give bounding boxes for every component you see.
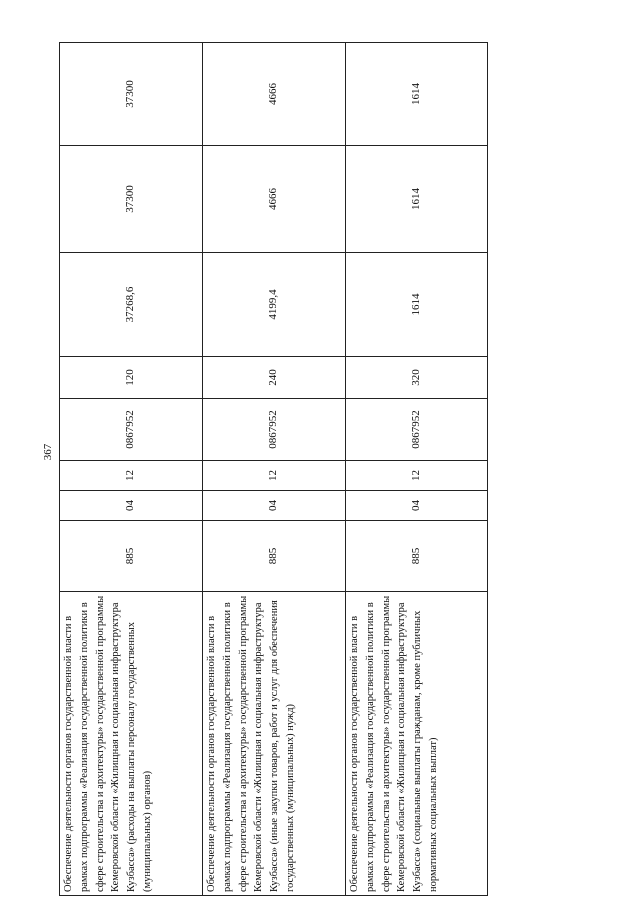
amount-cell-2: 1614 [346,146,488,253]
target-article-cell: 0867952 [346,399,488,461]
expense-type-cell: 320 [346,357,488,399]
ministry-code-cell: 885 [203,521,346,592]
budget-table [59,42,488,896]
expense-name-cell: Обеспечение деятельности органов государственной власти в рамках подпрограммы «Реализация государственной политики в сфере строительства и архитектуры» государственной программы Кемеровской области «Жилищная и социальная инфраструктура Кузбасса» (расходы на выплаты персоналу государственных (муниципальных) органов) [60,592,203,896]
amount-cell-3: 37300 [60,43,203,146]
subsection-code-cell: 12 [60,461,203,491]
table-row [203,43,346,896]
subsection-code-cell: 12 [346,461,488,491]
ministry-code-cell: 885 [60,521,203,592]
expense-type-cell: 120 [60,357,203,399]
section-code-cell: 04 [346,491,488,521]
amount-cell-2: 4666 [203,146,346,253]
amount-cell-1: 37268,6 [60,253,203,357]
target-article-cell: 0867952 [60,399,203,461]
table-row [346,43,488,896]
amount-cell-1: 1614 [346,253,488,357]
page-number: 367 [42,443,54,461]
expense-type-cell: 240 [203,357,346,399]
section-code-cell: 04 [203,491,346,521]
expense-name-cell: Обеспечение деятельности органов государственной власти в рамках подпрограммы «Реализация государственной политики в сфере строительства и архитектуры» государственной программы Кемеровской области «Жилищная и социальная инфраструктура Кузбасса» (иные закупки товаров, работ и услуг для обеспечения государственных (муниципальных) нужд) [203,592,346,896]
subsection-code-cell: 12 [203,461,346,491]
amount-cell-2: 37300 [60,146,203,253]
ministry-code-cell: 885 [346,521,488,592]
amount-cell-3: 4666 [203,43,346,146]
table-row [60,43,203,896]
amount-cell-3: 1614 [346,43,488,146]
expense-name-cell: Обеспечение деятельности органов государственной власти в рамках подпрограммы «Реализация государственной политики в сфере строительства и архитектуры» государственной программы Кемеровской области «Жилищная и социальная инфраструктура Кузбасса» (социальные выплаты гражданам, кроме публичных нормативных социальных выплат) [346,592,488,896]
budget-table-container [59,43,487,896]
target-article-cell: 0867952 [203,399,346,461]
amount-cell-1: 4199,4 [203,253,346,357]
section-code-cell: 04 [60,491,203,521]
